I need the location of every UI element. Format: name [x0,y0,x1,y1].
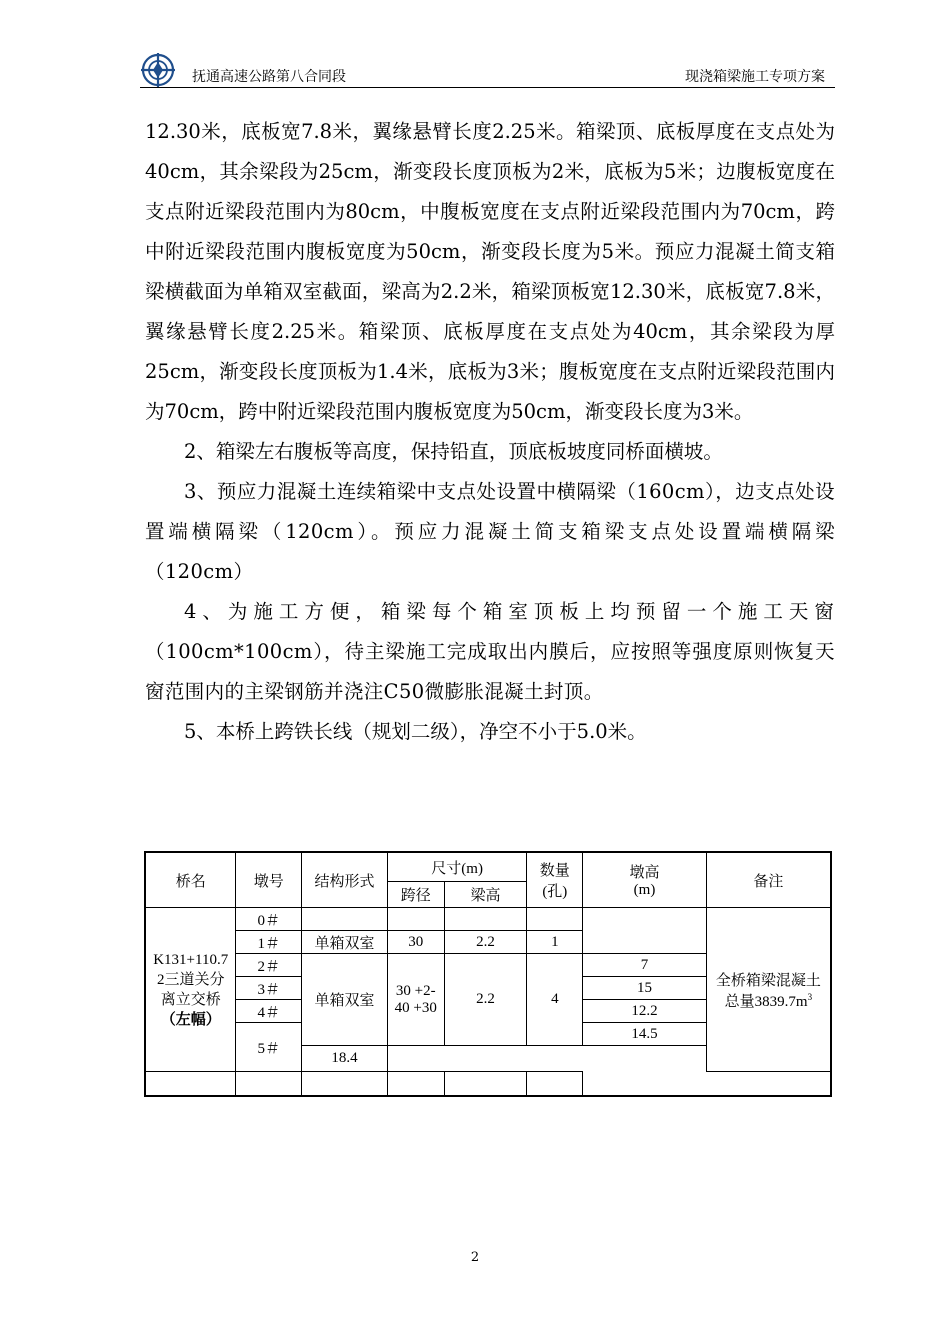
header-document-title: 现浇箱梁施工专项方案 [685,69,825,85]
header-size: 尺寸(m) [387,852,527,882]
header-pier-height-line2: (m) [633,882,656,898]
item-4-skylight-rest: （100cm*100cm），待主梁施工完成取出内膜后，应按照等强度原则恢复天窗范围内的主梁钢筋并浇注C50微膨胀混凝土封顶。 [145,640,835,703]
document-body [145,112,835,752]
group1-count: 1 [527,931,583,954]
header-structure: 结构形式 [302,852,388,908]
item-4-skylight-line1: 4、为施工方便，箱梁每个箱室顶板上均预留一个施工天窗 [184,600,835,623]
remarks-superscript: 3 [807,991,813,1002]
item-2-web-plates: 2、箱梁左右腹板等高度，保持铅直，顶底板坡度同桥面横坡。 [184,440,723,463]
pier-3: 3＃ [236,977,302,1000]
pier-height-0 [583,908,707,954]
pier-0: 0＃ [236,908,302,931]
header-span: 跨径 [387,882,444,908]
pier-4: 4＃ [236,1000,302,1023]
company-logo-icon [140,52,176,88]
blank-cell [145,1072,236,1096]
blank-cell [444,1072,527,1096]
bridge-name-line1: K131+110.7 [153,951,229,968]
group2-span-line2: 40 +30 [394,999,437,1016]
header-project-name: 抚通高速公路第八合同段 [192,69,346,85]
blank-cell [444,908,527,931]
header-bridge-name: 桥名 [145,852,236,908]
group1-beam-height: 2.2 [444,931,527,954]
header-pier-height-line1: 墩高 [629,865,660,881]
blank-cell [387,1072,444,1096]
group2-span-line1: 30 +2- [395,982,436,999]
header-count [527,852,583,908]
header-pier-height [583,852,707,908]
item-5-clearance: 5、本桥上跨铁长线（规划二级），净空不小于5.0米。 [184,720,647,743]
blank-cell [236,1072,302,1096]
remarks-cell [706,908,831,1072]
pier-2: 2＃ [236,954,302,977]
blank-cell [302,908,388,931]
pier-5: 5＃ [236,1023,302,1072]
header-count-line1: 数量 [539,863,570,879]
bridge-name-line4: （左幅） [160,1011,221,1028]
group2-beam-height: 2.2 [444,954,527,1046]
bridge-name-line3: 离立交桥 [160,991,221,1008]
group1-span: 30 [387,931,444,954]
page-header [140,50,835,90]
paragraph-box-girder-dimensions: 12.30米，底板宽7.8米，翼缘悬臂长度2.25米。箱梁顶、底板厚度在支点处为40cm，其余梁段为25cm，渐变段长度顶板为2米，底板为5米；边腹板宽度在支点附近梁段范围内为80cm，中腹板宽度在支点附近梁段范围内为70cm，跨中附近梁段范围内腹板宽度为50cm，渐变段长度为5米。预应力混凝土简支箱梁横截面为单箱双室截面，梁高为2.2米，箱梁顶板宽12.30米，底板宽7.8米，翼缘悬臂长度2.25米。箱梁顶、底板厚度在支点处为40cm，其余梁段为厚25cm，渐变段长度顶板为1.4米，底板为3米；腹板宽度在支点附近梁段范围内为70cm，跨中附近梁段范围内腹板宽度为50cm，渐变段长度为3米。 [145,120,835,423]
header-rule [140,87,835,88]
group2-span [387,954,444,1046]
header-pier-no: 墩号 [236,852,302,908]
pier-height-4: 14.5 [583,1023,707,1046]
pier-height-3: 12.2 [583,1000,707,1023]
blank-cell [527,908,583,931]
blank-cell [527,1072,583,1096]
blank-cell [302,1072,388,1096]
bridge-data-table [144,851,832,1097]
item-3-diaphragms: 3、预应力混凝土连续箱梁中支点处设置中横隔梁（160cm），边支点处设置端横隔梁（120cm）。预应力混凝土简支箱梁支点处设置端横隔梁（120cm） [145,480,835,583]
group1-structure: 单箱双室 [302,931,388,954]
header-beam-height: 梁高 [444,882,527,908]
pier-height-2: 15 [583,977,707,1000]
pier-1: 1＃ [236,931,302,954]
group2-count: 4 [527,954,583,1046]
blank-cell [387,908,444,931]
remarks-line2: 总量$3839.7m^3$ [724,991,813,1010]
pier-height-5: 18.4 [302,1046,388,1072]
remarks-line1: 全桥箱梁混凝土 [715,972,821,989]
page-number: 2 [470,1250,480,1265]
header-remarks: 备注 [706,852,831,908]
group2-structure: 单箱双室 [302,954,388,1046]
header-count-line2: (孔) [542,884,568,900]
bridge-name-line2: 2三道关分 [156,971,225,988]
pier-height-1: 7 [583,954,707,977]
bridge-name-cell [145,908,236,1072]
